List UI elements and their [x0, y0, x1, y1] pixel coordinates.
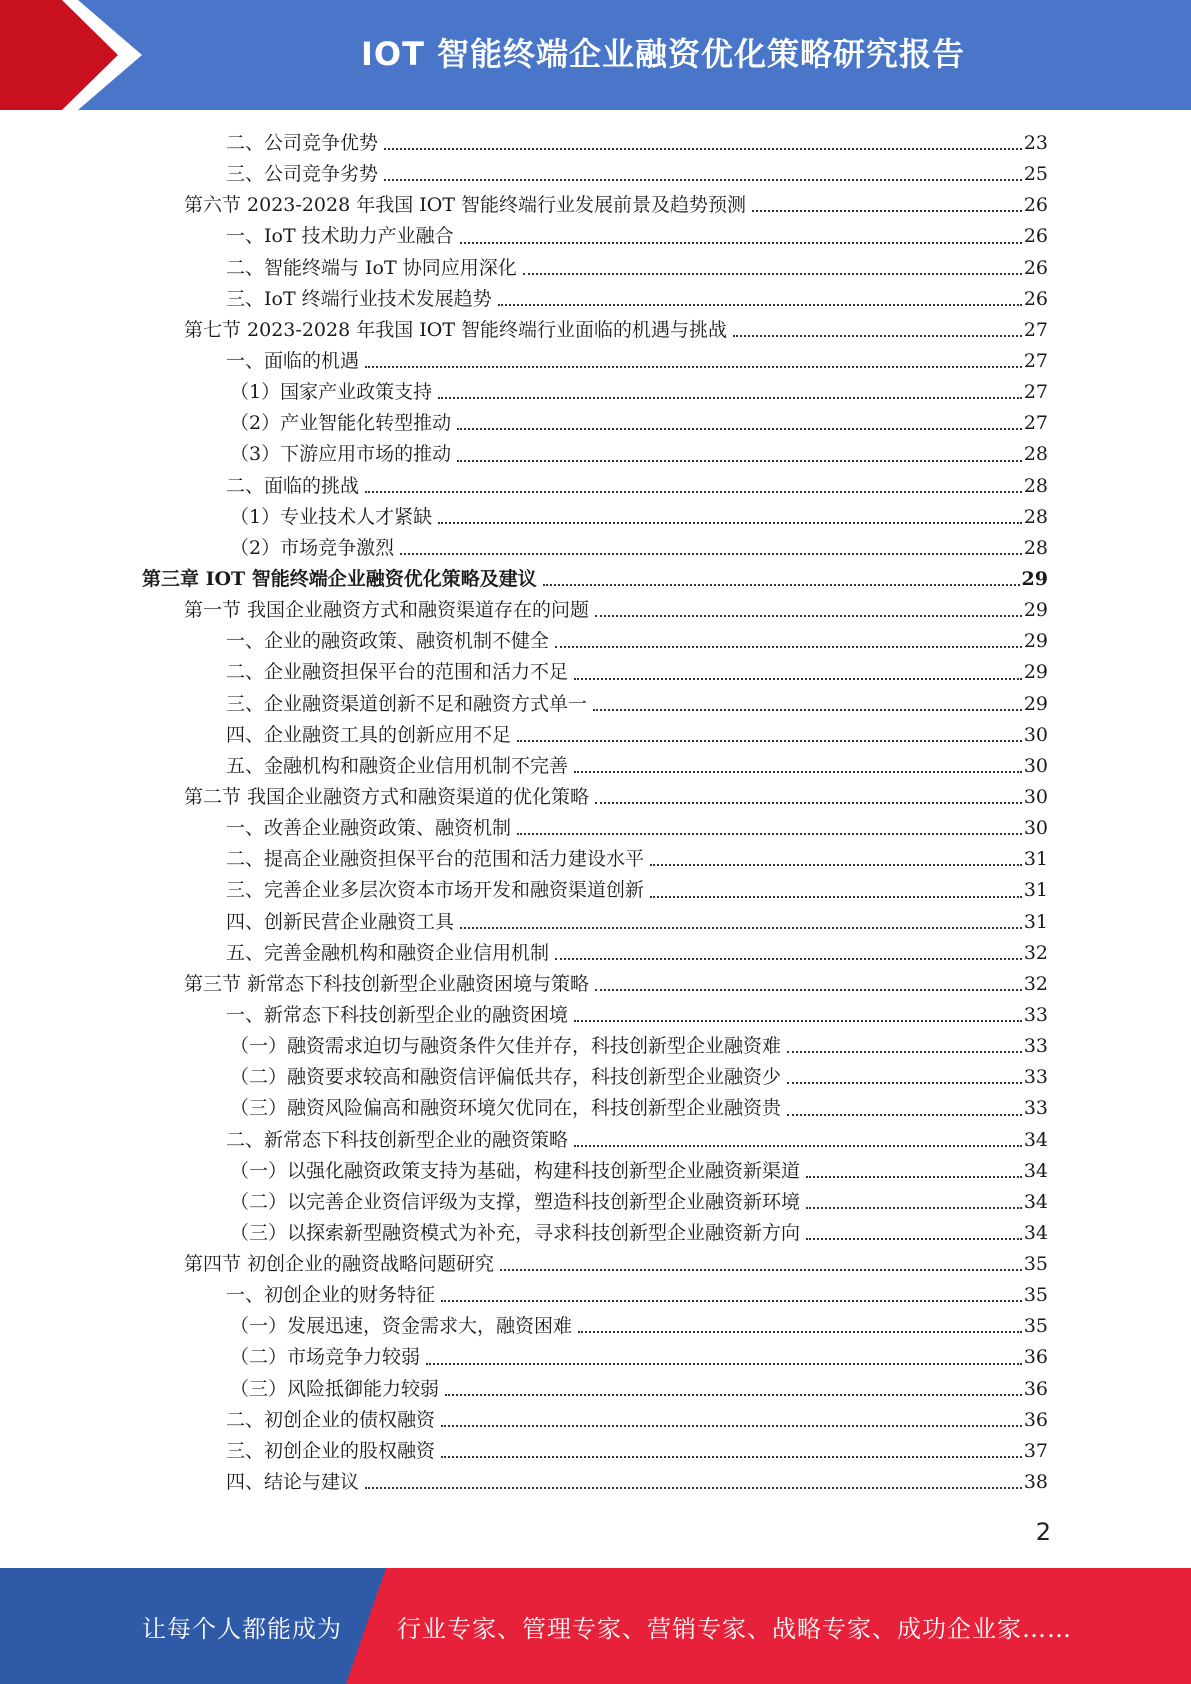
- toc-entry-page: 35: [1023, 1253, 1048, 1276]
- toc-entry[interactable]: [142, 1218, 1048, 1249]
- toc-entry[interactable]: [142, 1249, 1048, 1280]
- toc-entry[interactable]: [142, 875, 1048, 906]
- footer-slogan-left: 让每个人都能成为: [142, 1614, 342, 1643]
- toc-entry-page: 38: [1023, 1471, 1048, 1494]
- toc-entry-title: （一）融资需求迫切与融资条件欠佳并存，科技创新型企业融资难: [230, 1035, 782, 1058]
- toc-entry-title: 四、企业融资工具的创新应用不足: [226, 723, 512, 746]
- toc-entry-page: 29: [1023, 692, 1048, 715]
- toc-dot-leader: [543, 583, 1020, 586]
- toc-entry-title: （二）融资要求较高和融资信评偏低共存，科技创新型企业融资少: [230, 1066, 782, 1089]
- toc-dot-leader: [384, 178, 1022, 181]
- toc-entry-title: 二、智能终端与 IoT 协同应用深化: [226, 256, 517, 279]
- toc-dot-leader: [365, 365, 1022, 368]
- toc-entry-title: 三、完善企业多层次资本市场开发和融资渠道创新: [226, 879, 645, 902]
- toc-dot-leader: [555, 645, 1022, 648]
- toc-entry-title: 第二节 我国企业融资方式和融资渠道的优化策略: [184, 785, 590, 808]
- toc-entry-page: 28: [1023, 443, 1048, 466]
- toc-entry[interactable]: [142, 751, 1048, 782]
- toc-entry-page: 32: [1023, 972, 1048, 995]
- report-title: IOT 智能终端企业融资优化策略研究报告: [360, 35, 966, 73]
- toc-entry-title: 一、初创企业的财务特征: [226, 1284, 436, 1307]
- toc-entry-page: 34: [1023, 1128, 1048, 1151]
- toc-entry[interactable]: [142, 564, 1048, 595]
- toc-entry[interactable]: [142, 190, 1048, 221]
- toc-entry-page: 32: [1023, 941, 1048, 964]
- toc-dot-leader: [426, 1362, 1022, 1365]
- toc-entry[interactable]: [142, 813, 1048, 844]
- toc-dot-leader: [595, 988, 1022, 991]
- toc-entry[interactable]: [142, 346, 1048, 377]
- toc-entry-page: 34: [1023, 1159, 1048, 1182]
- toc-entry-title: 一、企业的融资政策、融资机制不健全: [226, 630, 550, 653]
- toc-dot-leader: [733, 334, 1022, 337]
- toc-entry[interactable]: [142, 657, 1048, 688]
- toc-entry-page: 37: [1023, 1439, 1048, 1462]
- toc-entry[interactable]: [142, 377, 1048, 408]
- toc-entry-page: 36: [1023, 1377, 1048, 1400]
- toc-dot-leader: [593, 708, 1022, 711]
- toc-entry-title: （二）以完善企业资信评级为支撑，塑造科技创新型企业融资新环境: [230, 1190, 801, 1213]
- toc-entry[interactable]: [142, 1031, 1048, 1062]
- toc-entry[interactable]: [142, 1062, 1048, 1093]
- toc-entry-title: 三、公司竞争劣势: [226, 163, 379, 186]
- toc-dot-leader: [441, 1424, 1022, 1427]
- toc-entry-page: 27: [1023, 381, 1048, 404]
- toc-dot-leader: [441, 1455, 1022, 1458]
- toc-entry-title: 五、金融机构和融资企业信用机制不完善: [226, 754, 569, 777]
- toc-entry-title: 第三章 IOT 智能终端企业融资优化策略及建议: [142, 567, 537, 590]
- toc-entry-title: （三）风险抵御能力较弱: [230, 1377, 440, 1400]
- toc-entry-title: （2）产业智能化转型推动: [230, 412, 452, 435]
- toc-dot-leader: [650, 863, 1022, 866]
- toc-entry-page: 27: [1023, 318, 1048, 341]
- toc-entry[interactable]: [142, 471, 1048, 502]
- toc-entry-page: 34: [1023, 1190, 1048, 1213]
- toc-entry-title: 二、新常态下科技创新型企业的融资策略: [226, 1128, 569, 1151]
- toc-entry[interactable]: [142, 284, 1048, 315]
- toc-entry-title: 四、结论与建议: [226, 1471, 360, 1494]
- toc-entry-page: 27: [1023, 349, 1048, 372]
- toc-entry-page: 36: [1023, 1408, 1048, 1431]
- page-header: [0, 0, 1191, 110]
- toc-dot-leader: [438, 396, 1022, 399]
- toc-entry-page: 25: [1023, 163, 1048, 186]
- toc-entry-title: 一、IoT 技术助力产业融合: [226, 225, 454, 248]
- header-red-chevron: [0, 0, 150, 110]
- toc-entry[interactable]: [142, 1125, 1048, 1156]
- toc-entry[interactable]: [142, 1405, 1048, 1436]
- toc-entry-page: 31: [1023, 910, 1048, 933]
- footer-slogan-right: 行业专家、管理专家、营销专家、战略专家、成功企业家……: [397, 1614, 1072, 1643]
- toc-entry-page: 29: [1023, 599, 1048, 622]
- toc-entry[interactable]: [142, 253, 1048, 284]
- toc-dot-leader: [441, 1299, 1022, 1302]
- toc-entry-title: （一）发展迅速，资金需求大，融资困难: [230, 1315, 573, 1338]
- toc-dot-leader: [787, 1081, 1022, 1084]
- toc-entry[interactable]: [142, 969, 1048, 1000]
- toc-entry-title: 二、提高企业融资担保平台的范围和活力建设水平: [226, 848, 645, 871]
- toc-entry-page: 31: [1023, 879, 1048, 902]
- toc-dot-leader: [517, 832, 1022, 835]
- toc-entry[interactable]: [142, 938, 1048, 969]
- toc-dot-leader: [806, 1175, 1022, 1178]
- toc-entry-page: 30: [1023, 723, 1048, 746]
- toc-entry-page: 26: [1023, 256, 1048, 279]
- toc-entry-title: （三）融资风险偏高和融资环境欠优同在，科技创新型企业融资贵: [230, 1097, 782, 1120]
- toc-entry-title: （1）专业技术人才紧缺: [230, 505, 433, 528]
- toc-dot-leader: [650, 895, 1022, 898]
- toc-entry-page: 30: [1023, 785, 1048, 808]
- toc-entry-title: 第一节 我国企业融资方式和融资渠道存在的问题: [184, 599, 590, 622]
- toc-entry-title: 三、IoT 终端行业技术发展趋势: [226, 287, 492, 310]
- toc-entry-title: （二）市场竞争力较弱: [230, 1346, 421, 1369]
- toc-entry[interactable]: [142, 720, 1048, 751]
- toc-dot-leader: [555, 957, 1022, 960]
- toc-entry-page: 33: [1023, 1097, 1048, 1120]
- toc-entry[interactable]: [142, 408, 1048, 439]
- toc-entry[interactable]: [142, 1000, 1048, 1031]
- toc-dot-leader: [460, 241, 1022, 244]
- toc-entry-page: 35: [1023, 1284, 1048, 1307]
- toc-entry-title: 二、面临的挑战: [226, 474, 360, 497]
- toc-dot-leader: [595, 801, 1022, 804]
- toc-entry[interactable]: [142, 1342, 1048, 1373]
- toc-dot-leader: [806, 1206, 1022, 1209]
- toc-entry[interactable]: [142, 502, 1048, 533]
- toc-entry-page: 31: [1023, 848, 1048, 871]
- toc-entry[interactable]: [142, 1280, 1048, 1311]
- toc-dot-leader: [457, 459, 1022, 462]
- page-footer: [0, 1568, 1191, 1684]
- page-number: 2: [1035, 1518, 1051, 1546]
- toc-entry-title: 四、创新民营企业融资工具: [226, 910, 455, 933]
- toc-dot-leader: [574, 770, 1022, 773]
- toc-entry-page: 28: [1023, 536, 1048, 559]
- toc-dot-leader: [500, 1268, 1022, 1271]
- toc-dot-leader: [517, 739, 1022, 742]
- toc-entry-page: 26: [1023, 287, 1048, 310]
- toc-entry[interactable]: [142, 1187, 1048, 1218]
- toc-entry-title: 第三节 新常态下科技创新型企业融资困境与策略: [184, 972, 590, 995]
- toc-entry-page: 29: [1021, 567, 1048, 590]
- toc-entry-title: 第六节 2023-2028 年我国 IOT 智能终端行业发展前景及趋势预测: [184, 194, 747, 217]
- toc-dot-leader: [574, 677, 1022, 680]
- toc-entry-page: 28: [1023, 474, 1048, 497]
- toc-entry[interactable]: [142, 439, 1048, 470]
- toc-entry-page: 30: [1023, 754, 1048, 777]
- toc-entry[interactable]: [142, 1374, 1048, 1405]
- toc-entry-title: 一、新常态下科技创新型企业的融资困境: [226, 1003, 569, 1026]
- toc-entry[interactable]: [142, 221, 1048, 252]
- toc-entry-title: 五、完善金融机构和融资企业信用机制: [226, 941, 550, 964]
- toc-entry[interactable]: [142, 626, 1048, 657]
- toc-entry-page: 33: [1023, 1035, 1048, 1058]
- toc-entry[interactable]: [142, 315, 1048, 346]
- toc-entry-title: 一、面临的机遇: [226, 349, 360, 372]
- toc-entry[interactable]: [142, 595, 1048, 626]
- toc-dot-leader: [578, 1330, 1022, 1333]
- toc-entry[interactable]: [142, 1436, 1048, 1467]
- toc-dot-leader: [574, 1144, 1022, 1147]
- toc-dot-leader: [752, 209, 1022, 212]
- toc-entry-title: （3）下游应用市场的推动: [230, 443, 452, 466]
- toc-dot-leader: [460, 926, 1022, 929]
- toc-entry-page: 30: [1023, 817, 1048, 840]
- toc-entry[interactable]: [142, 1311, 1048, 1342]
- toc-dot-leader: [787, 1050, 1022, 1053]
- toc-entry[interactable]: [142, 1156, 1048, 1187]
- toc-dot-leader: [365, 1486, 1022, 1489]
- toc-entry-page: 26: [1023, 194, 1048, 217]
- toc-dot-leader: [787, 1113, 1022, 1116]
- toc-entry[interactable]: [142, 159, 1048, 190]
- toc-entry[interactable]: [142, 689, 1048, 720]
- toc-entry-title: （1）国家产业政策支持: [230, 381, 433, 404]
- toc-dot-leader: [595, 614, 1022, 617]
- toc-entry-page: 23: [1023, 132, 1048, 154]
- toc-entry-title: 二、初创企业的债权融资: [226, 1408, 436, 1431]
- toc-entry-page: 29: [1023, 630, 1048, 653]
- toc-entry-title: 二、公司竞争优势: [226, 132, 379, 154]
- toc-entry-page: 36: [1023, 1346, 1048, 1369]
- toc-entry-page: 33: [1023, 1066, 1048, 1089]
- toc-dot-leader: [400, 552, 1022, 555]
- toc-entry-page: 29: [1023, 661, 1048, 684]
- toc-entry[interactable]: [142, 907, 1048, 938]
- toc-entry-title: 三、初创企业的股权融资: [226, 1439, 436, 1462]
- table-of-contents: [142, 128, 1048, 1498]
- toc-dot-leader: [438, 521, 1022, 524]
- toc-entry[interactable]: [142, 782, 1048, 813]
- toc-entry-title: 二、企业融资担保平台的范围和活力不足: [226, 661, 569, 684]
- toc-dot-leader: [445, 1393, 1022, 1396]
- toc-dot-leader: [457, 427, 1022, 430]
- toc-entry-page: 28: [1023, 505, 1048, 528]
- toc-entry-title: 第七节 2023-2028 年我国 IOT 智能终端行业面临的机遇与挑战: [184, 318, 728, 341]
- toc-entry-page: 26: [1023, 225, 1048, 248]
- toc-dot-leader: [574, 1019, 1022, 1022]
- toc-entry[interactable]: [142, 128, 1048, 159]
- toc-entry[interactable]: [142, 844, 1048, 875]
- toc-dot-leader: [806, 1237, 1022, 1240]
- toc-entry-title: （一）以强化融资政策支持为基础，构建科技创新型企业融资新渠道: [230, 1159, 801, 1182]
- toc-dot-leader: [523, 272, 1022, 275]
- toc-entry-title: （2）市场竞争激烈: [230, 536, 395, 559]
- toc-entry-title: 一、改善企业融资政策、融资机制: [226, 817, 512, 840]
- toc-entry[interactable]: [142, 533, 1048, 564]
- toc-entry-title: （三）以探索新型融资模式为补充，寻求科技创新型企业融资新方向: [230, 1221, 801, 1244]
- toc-entry-page: 34: [1023, 1221, 1048, 1244]
- toc-entry-page: 35: [1023, 1315, 1048, 1338]
- toc-entry-page: 33: [1023, 1003, 1048, 1026]
- toc-dot-leader: [384, 147, 1022, 150]
- toc-entry[interactable]: [142, 1093, 1048, 1124]
- toc-entry-page: 27: [1023, 412, 1048, 435]
- toc-entry-title: 第四节 初创企业的融资战略问题研究: [184, 1253, 495, 1276]
- toc-dot-leader: [365, 490, 1022, 493]
- toc-dot-leader: [498, 303, 1022, 306]
- toc-entry-title: 三、企业融资渠道创新不足和融资方式单一: [226, 692, 588, 715]
- toc-entry[interactable]: [142, 1467, 1048, 1498]
